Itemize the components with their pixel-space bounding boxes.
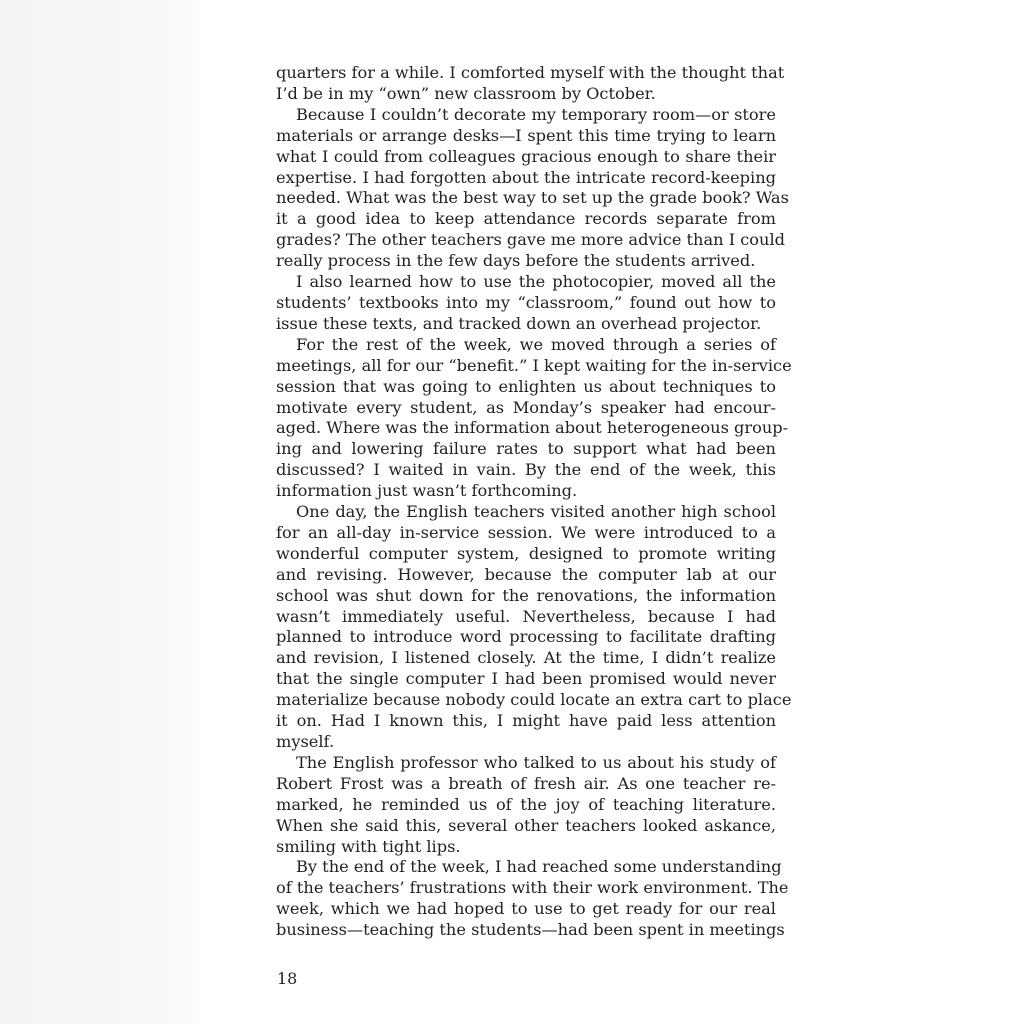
text-line: smiling with tight lips.: [276, 836, 461, 856]
text-line: Because I couldn’t decorate my temporary room—or store: [296, 104, 776, 124]
paragraph: [276, 63, 785, 105]
text-line: of the teachers’ frustrations with their work environment. The: [276, 878, 789, 898]
body-text: [276, 63, 792, 941]
text-line: Robert Frost was a breath of fresh air. As one teacher re-: [276, 773, 776, 793]
text-line: I also learned how to use the photocopier, moved all the: [296, 272, 776, 292]
text-line: planned to introduce word processing to facilitate drafting: [276, 627, 776, 647]
text-line: For the rest of the week, we moved through a series of: [296, 334, 776, 354]
text-line: aged. Where was the information about heterogeneous group-: [276, 418, 789, 438]
text-line: what I could from colleagues gracious enough to share their: [276, 146, 776, 166]
paragraph: [276, 272, 776, 335]
text-line: for an all-day in-service session. We were introduced to a: [276, 522, 776, 542]
text-line: meetings, all for our “benefit.” I kept waiting for the in-service: [276, 355, 792, 375]
text-line: marked, he reminded us of the joy of teaching literature.: [276, 794, 776, 814]
text-line: The English professor who talked to us about his study of: [296, 752, 776, 772]
text-line: ing and lowering failure rates to support what had been: [276, 439, 776, 459]
text-line: When she said this, several other teachers looked askance,: [276, 815, 776, 835]
paragraph: [276, 857, 789, 941]
text-line: students’ textbooks into my “classroom,” found out how to: [276, 292, 776, 312]
text-line: By the end of the week, I had reached some understanding: [296, 857, 782, 877]
text-line: needed. What was the best way to set up the grade book? Was: [276, 188, 789, 208]
text-line: expertise. I had forgotten about the intricate record-keeping: [276, 167, 776, 187]
text-line: quarters for a while. I comforted myself with the thought that: [276, 63, 785, 82]
paragraph: [276, 502, 792, 753]
text-line: materials or arrange desks—I spent this time trying to learn: [276, 125, 776, 145]
paragraph: [276, 104, 789, 272]
text-line: and revision, I listened closely. At the time, I didn’t realize: [276, 648, 776, 668]
text-line: wasn’t immediately useful. Nevertheless, because I had: [276, 606, 776, 626]
text-line: motivate every student, as Monday’s speaker had encour-: [276, 397, 776, 417]
page-gutter-shadow: [0, 0, 200, 1024]
text-line: business—teaching the students—had been spent in meetings: [276, 920, 785, 940]
text-line: that the single computer I had been promised would never: [276, 669, 776, 689]
text-line: One day, the English teachers visited another high school: [296, 502, 776, 522]
text-line: wonderful computer system, designed to promote writing: [276, 543, 776, 563]
text-line: grades? The other teachers gave me more advice than I could: [276, 230, 786, 250]
text-line: discussed? I waited in vain. By the end of the week, this: [276, 460, 776, 480]
text-line: issue these texts, and tracked down an overhead projector.: [276, 313, 762, 333]
text-line: materialize because nobody could locate an extra cart to place: [276, 690, 792, 710]
text-line: session that was going to enlighten us about techniques to: [276, 376, 776, 396]
text-line: it on. Had I known this, I might have paid less attention: [276, 711, 776, 731]
text-line: and revising. However, because the computer lab at our: [276, 564, 776, 584]
text-line: week, which we had hoped to use to get ready for our real: [276, 899, 776, 919]
text-line: I’d be in my “own” new classroom by October.: [276, 83, 656, 103]
paragraph: [276, 334, 792, 502]
page-number: 18: [277, 969, 298, 988]
paragraph: [276, 753, 776, 858]
text-line: really process in the few days before the students arrived.: [276, 251, 756, 271]
text-line: it a good idea to keep attendance records separate from: [276, 209, 776, 229]
text-line: school was shut down for the renovations, the information: [276, 585, 776, 605]
text-line: myself.: [276, 732, 335, 751]
text-line: information just wasn’t forthcoming.: [276, 481, 578, 501]
